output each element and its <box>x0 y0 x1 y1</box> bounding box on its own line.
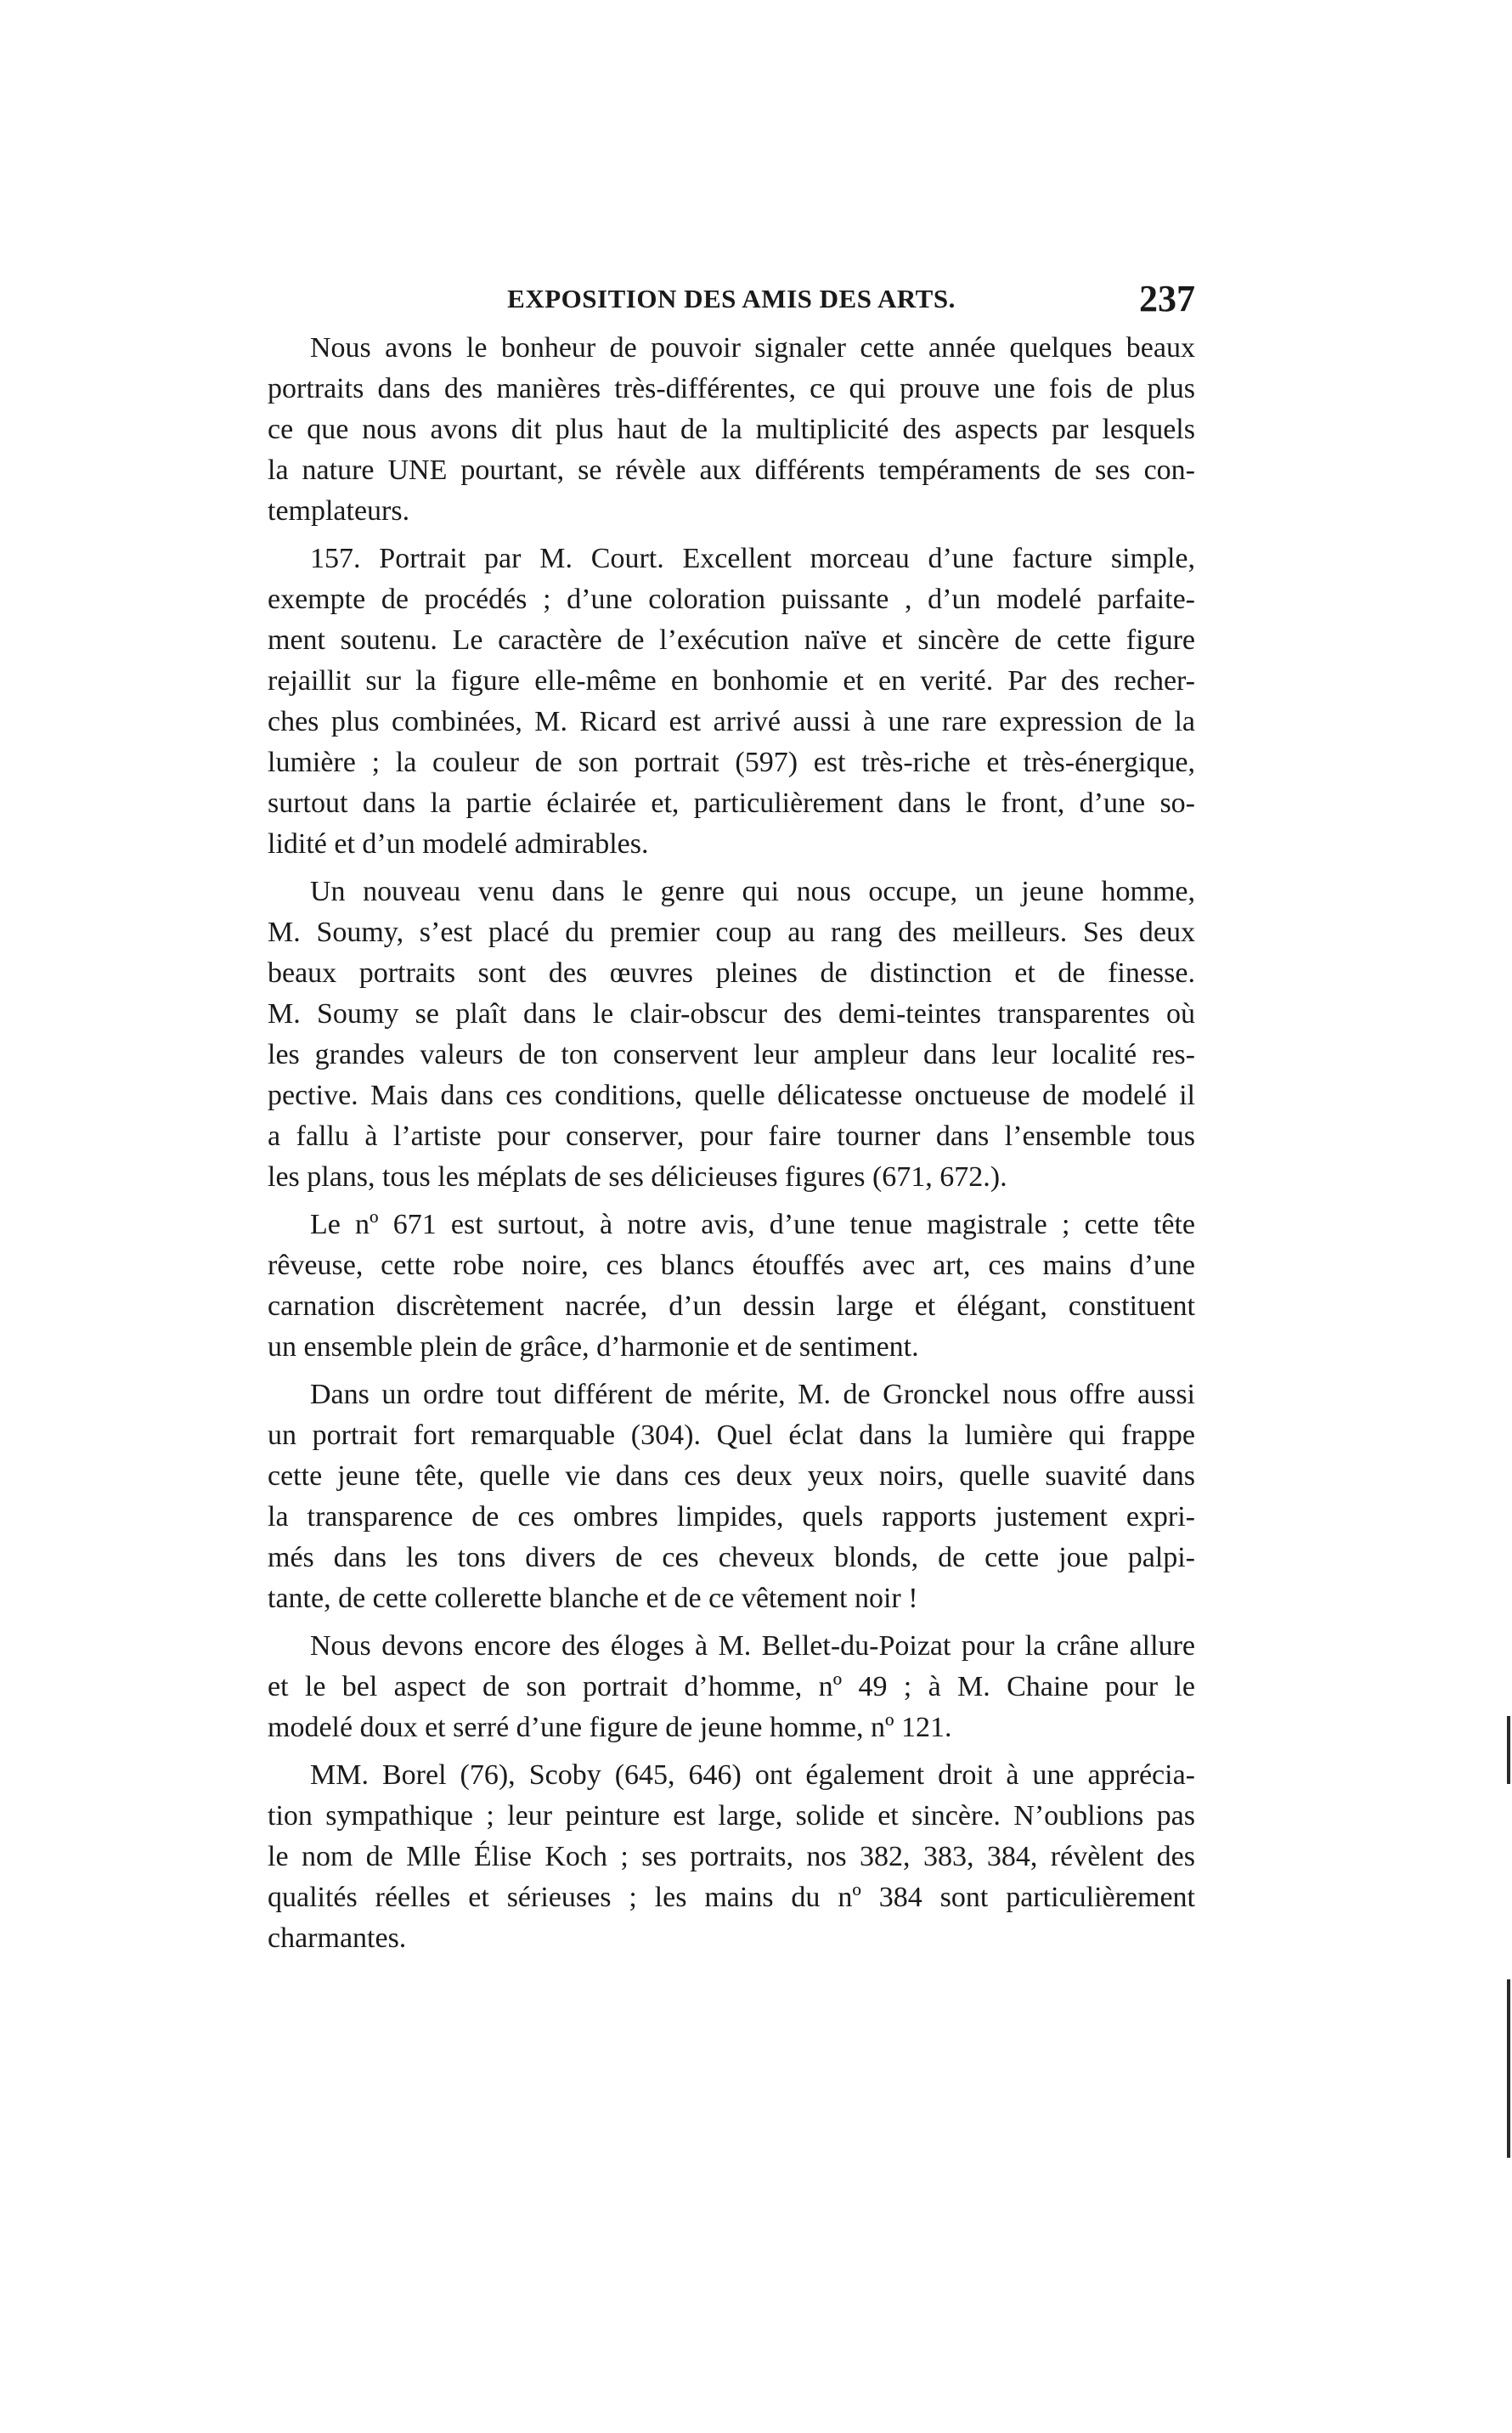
paragraph-no-671 <box>268 1205 1195 1368</box>
text-line: exempte de procédés ; d’une coloration puissante , d’un modelé parfaite- <box>268 584 1195 615</box>
text-line: M. Soumy, s’est placé du premier coup au rang des meilleurs. Ses deux <box>268 917 1195 948</box>
text-line: tante, de cette collerette blanche et de ce vêtement noir ! <box>268 1583 918 1614</box>
text-line: un ensemble plein de grâce, d’harmonie et de sentiment. <box>268 1331 919 1363</box>
page-header <box>268 277 1195 325</box>
text-line: a fallu à l’artiste pour conserver, pour faire tourner dans l’ensemble tous <box>268 1121 1195 1152</box>
paragraph-portraits-intro <box>268 328 1195 532</box>
paragraph-bellet-chaine <box>268 1626 1195 1748</box>
text-line: Nous devons encore des éloges à M. Bellet-du-Poizat pour la crâne allure <box>310 1630 1195 1662</box>
text-line: templateurs. <box>268 495 410 527</box>
paragraph-borel-scoby-koch <box>268 1755 1195 1959</box>
text-line: 157. Portrait par M. Court. Excellent morceau d’une facture simple, <box>310 543 1195 574</box>
text-line: la nature UNE pourtant, se révèle aux différents tempéraments de ses con- <box>268 454 1195 486</box>
text-line: Nous avons le bonheur de pouvoir signaler cette année quelques beaux <box>310 332 1195 364</box>
text-line: le nom de Mlle Élise Koch ; ses portraits, nos 382, 383, 384, révèlent des <box>268 1841 1195 1872</box>
text-line: beaux portraits sont des œuvres pleines de distinction et de finesse. <box>268 957 1195 989</box>
scan-edge-mark <box>1507 1979 1510 2158</box>
text-line: rejaillit sur la figure elle-même en bonhomie et en verité. Par des recher- <box>268 665 1195 697</box>
text-line: M. Soumy se plaît dans le clair-obscur des demi-teintes transparentes où <box>268 998 1195 1030</box>
paragraph-soumy <box>268 872 1195 1198</box>
text-line: pective. Mais dans ces conditions, quelle délicatesse onctueuse de modelé il <box>268 1080 1195 1111</box>
text-line: lumière ; la couleur de son portrait (597) est très-riche et très-énergique, <box>268 747 1195 778</box>
text-line: charmantes. <box>268 1922 407 1954</box>
text-line: Le nº 671 est surtout, à notre avis, d’une tenue magistrale ; cette tête <box>310 1209 1195 1240</box>
running-title: EXPOSITION DES AMIS DES ARTS. <box>507 284 956 313</box>
text-line: surtout dans la partie éclairée et, particulièrement dans le front, d’une so- <box>268 787 1195 819</box>
paragraph-gronckel <box>268 1375 1195 1619</box>
text-line: ment soutenu. Le caractère de l’exécution naïve et sincère de cette figure <box>268 624 1195 656</box>
text-line: més dans les tons divers de ces cheveux blonds, de cette joue palpi- <box>268 1542 1195 1573</box>
text-line: les plans, tous les méplats de ses délicieuses figures (671, 672.). <box>268 1161 1007 1193</box>
text-line: qualités réelles et sérieuses ; les mains du nº 384 sont particulièrement <box>268 1882 1195 1913</box>
text-line: ches plus combinées, M. Ricard est arrivé aussi à une rare expression de la <box>268 706 1195 737</box>
text-line: Dans un ordre tout différent de mérite, M. de Gronckel nous offre aussi <box>310 1379 1195 1410</box>
text-line: un portrait fort remarquable (304). Quel éclat dans la lumière qui frappe <box>268 1420 1195 1451</box>
text-line: rêveuse, cette robe noire, ces blancs étouffés avec art, ces mains d’une <box>268 1250 1195 1281</box>
text-line: carnation discrètement nacrée, d’un dessin large et élégant, constituent <box>268 1290 1195 1322</box>
text-line: MM. Borel (76), Scoby (645, 646) ont également droit à une apprécia- <box>310 1759 1195 1791</box>
text-line: ce que nous avons dit plus haut de la multiplicité des aspects par lesquels <box>268 414 1195 445</box>
paragraph-court-ricard <box>268 539 1195 865</box>
text-line: les grandes valeurs de ton conservent leur ampleur dans leur localité res- <box>268 1039 1195 1070</box>
text-line: cette jeune tête, quelle vie dans ces deux yeux noirs, quelle suavité dans <box>268 1460 1195 1492</box>
text-line: modelé doux et serré d’une figure de jeune homme, nº 121. <box>268 1712 952 1743</box>
text-line: Un nouveau venu dans le genre qui nous occupe, un jeune homme, <box>310 876 1195 907</box>
scan-edge-mark <box>1507 1716 1510 1784</box>
text-line: la transparence de ces ombres limpides, quels rapports justement expri- <box>268 1501 1195 1533</box>
text-line: et le bel aspect de son portrait d’homme, nº 49 ; à M. Chaine pour le <box>268 1671 1195 1702</box>
text-line: tion sympathique ; leur peinture est large, solide et sincère. N’oublions pas <box>268 1800 1195 1832</box>
page-number: 237 <box>1139 278 1195 319</box>
text-line: lidité et d’un modelé admirables. <box>268 828 649 860</box>
text-line: portraits dans des manières très-différentes, ce qui prouve une fois de plus <box>268 373 1195 404</box>
body-text <box>268 328 1195 1966</box>
